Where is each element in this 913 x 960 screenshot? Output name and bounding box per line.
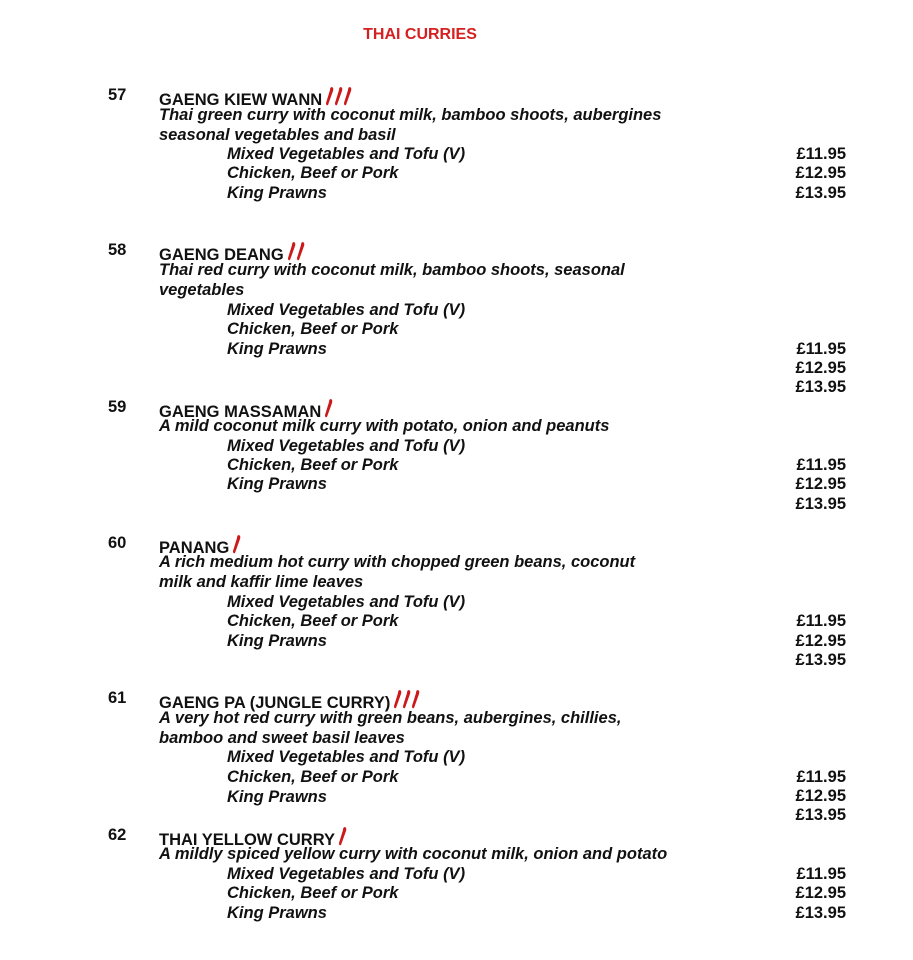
chili-pepper-icon bbox=[344, 87, 351, 105]
item-number: 62 bbox=[108, 826, 127, 844]
chili-pepper-icon bbox=[233, 535, 240, 553]
item-name: GAENG MASSAMAN bbox=[159, 397, 335, 424]
chili-pepper-icon bbox=[412, 690, 419, 708]
item-price: £12.95 bbox=[795, 884, 846, 902]
item-description: milk and kaffir lime leaves bbox=[159, 573, 364, 591]
item-number: 59 bbox=[108, 398, 127, 416]
item-price: £11.95 bbox=[796, 145, 846, 163]
item-option: King Prawns bbox=[227, 340, 327, 358]
chili-pepper-icon bbox=[335, 87, 342, 105]
item-price: £13.95 bbox=[795, 904, 846, 922]
item-option: Mixed Vegetables and Tofu (V) bbox=[227, 748, 466, 766]
chili-pepper-icon bbox=[288, 242, 295, 260]
item-price: £11.95 bbox=[796, 865, 846, 883]
item-option: Chicken, Beef or Pork bbox=[227, 612, 399, 630]
item-name: GAENG PA (JUNGLE CURRY) bbox=[159, 688, 422, 715]
item-description: Thai green curry with coconut milk, bamboo shoots, aubergines bbox=[159, 106, 662, 124]
item-option: Mixed Vegetables and Tofu (V) bbox=[227, 593, 466, 611]
item-price: £13.95 bbox=[795, 495, 846, 513]
item-price: £12.95 bbox=[795, 359, 846, 377]
chili-pepper-icon bbox=[394, 690, 401, 708]
item-price: £11.95 bbox=[796, 456, 846, 474]
item-price: £12.95 bbox=[795, 787, 846, 805]
item-option: King Prawns bbox=[227, 788, 327, 806]
chili-pepper-icon bbox=[339, 827, 346, 845]
item-option: Chicken, Beef or Pork bbox=[227, 768, 399, 786]
item-option: Mixed Vegetables and Tofu (V) bbox=[227, 301, 466, 319]
item-price: £13.95 bbox=[795, 806, 846, 824]
item-name: PANANG bbox=[159, 533, 243, 560]
item-description: bamboo and sweet basil leaves bbox=[159, 729, 405, 747]
item-description: A rich medium hot curry with chopped green beans, coconut bbox=[159, 553, 636, 571]
item-option: King Prawns bbox=[227, 904, 327, 922]
item-description: vegetables bbox=[159, 281, 245, 299]
item-option: Chicken, Beef or Pork bbox=[227, 164, 399, 182]
item-option: Chicken, Beef or Pork bbox=[227, 456, 399, 474]
item-number: 60 bbox=[108, 534, 127, 552]
item-description: A very hot red curry with green beans, aubergines, chillies, bbox=[159, 709, 622, 727]
item-price: £11.95 bbox=[796, 612, 846, 630]
item-option: Chicken, Beef or Pork bbox=[227, 320, 399, 338]
item-price: £12.95 bbox=[795, 632, 846, 650]
item-price: £13.95 bbox=[795, 184, 846, 202]
item-description: A mild coconut milk curry with potato, onion and peanuts bbox=[159, 417, 610, 435]
item-option: Mixed Vegetables and Tofu (V) bbox=[227, 865, 466, 883]
menu-section-title: THAI CURRIES bbox=[363, 26, 477, 43]
item-price: £11.95 bbox=[796, 768, 846, 786]
item-option: King Prawns bbox=[227, 632, 327, 650]
chili-pepper-icon bbox=[403, 690, 410, 708]
chili-pepper-icon bbox=[326, 87, 333, 105]
item-name: GAENG DEANG bbox=[159, 240, 307, 267]
item-option: King Prawns bbox=[227, 184, 327, 202]
item-description: A mildly spiced yellow curry with coconut milk, onion and potato bbox=[159, 845, 668, 863]
item-price: £12.95 bbox=[795, 475, 846, 493]
item-price: £11.95 bbox=[796, 340, 846, 358]
item-price: £12.95 bbox=[795, 164, 846, 182]
chili-pepper-icon bbox=[297, 242, 304, 260]
item-option: Mixed Vegetables and Tofu (V) bbox=[227, 437, 466, 455]
item-option: King Prawns bbox=[227, 475, 327, 493]
item-number: 58 bbox=[108, 241, 127, 259]
item-option: Mixed Vegetables and Tofu (V) bbox=[227, 145, 466, 163]
item-description: Thai red curry with coconut milk, bamboo shoots, seasonal bbox=[159, 261, 625, 279]
item-number: 57 bbox=[108, 86, 127, 104]
item-number: 61 bbox=[108, 689, 127, 707]
chili-pepper-icon bbox=[325, 399, 332, 417]
item-option: Chicken, Beef or Pork bbox=[227, 884, 399, 902]
item-description: seasonal vegetables and basil bbox=[159, 126, 396, 144]
item-price: £13.95 bbox=[795, 378, 846, 396]
item-price: £13.95 bbox=[795, 651, 846, 669]
item-name: THAI YELLOW CURRY bbox=[159, 825, 349, 852]
item-name: GAENG KIEW WANN bbox=[159, 85, 354, 112]
